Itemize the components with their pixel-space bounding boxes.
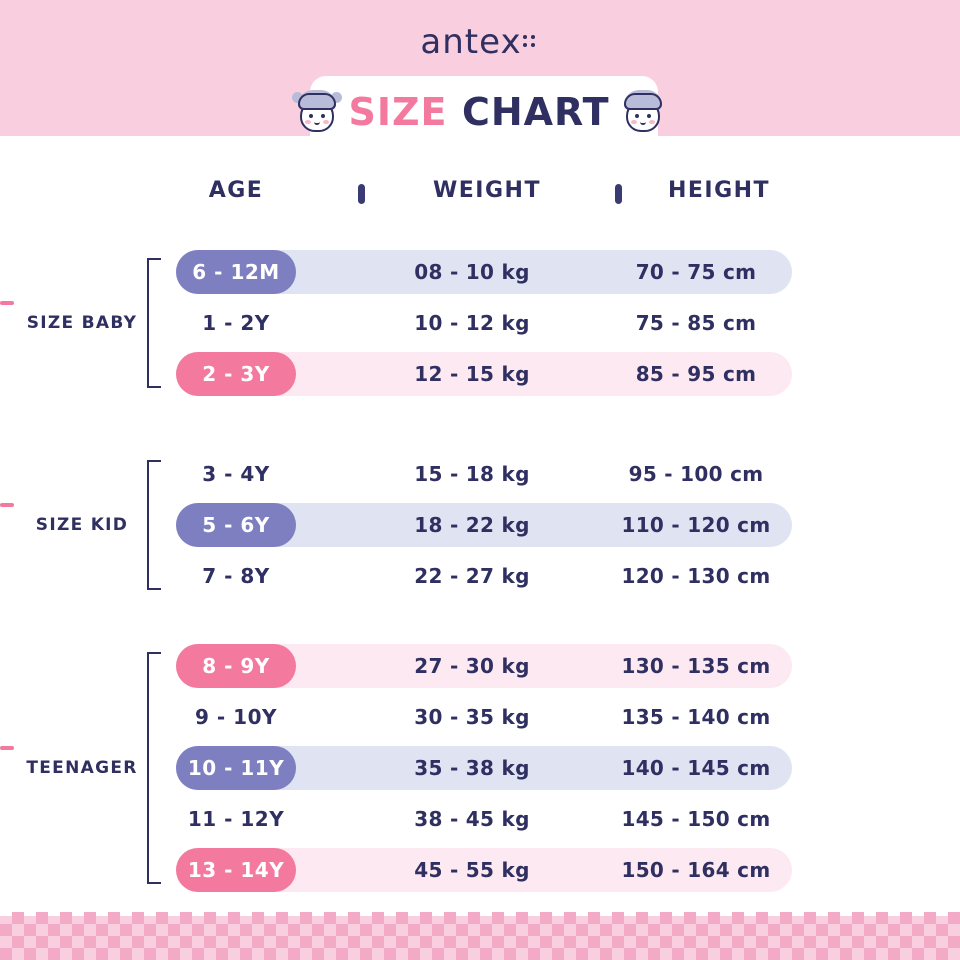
title-word-size: SIZE — [348, 90, 448, 134]
boy-face-icon — [620, 88, 666, 136]
table-row — [176, 848, 792, 892]
weight-value: 45 - 55 kg — [414, 858, 530, 882]
age-pill: 7 - 8Y — [202, 564, 270, 588]
table-row — [176, 644, 792, 688]
group-dash-icon — [0, 503, 14, 507]
table-row — [176, 452, 792, 496]
header-separator-icon — [615, 184, 622, 204]
group-dash-icon — [0, 301, 14, 305]
age-pill: 13 - 14Y — [176, 848, 296, 892]
age-pill: 11 - 12Y — [187, 807, 285, 831]
age-pill: 2 - 3Y — [176, 352, 296, 396]
size-group — [0, 644, 960, 892]
weight-value: 08 - 10 kg — [414, 260, 530, 284]
size-group — [0, 250, 960, 396]
height-value: 145 - 150 cm — [621, 807, 771, 831]
weight-value: 10 - 12 kg — [414, 311, 530, 335]
group-bracket — [147, 258, 161, 388]
page-title — [0, 88, 960, 136]
table-row — [176, 250, 792, 294]
weight-value: 38 - 45 kg — [414, 807, 530, 831]
age-pill: 6 - 12M — [176, 250, 296, 294]
age-pill: 3 - 4Y — [202, 462, 270, 486]
weight-value: 35 - 38 kg — [414, 756, 530, 780]
girl-face-icon — [294, 88, 340, 136]
column-header-height: HEIGHT — [667, 178, 771, 203]
size-group — [0, 452, 960, 598]
height-value: 130 - 135 cm — [621, 654, 771, 678]
group-label: SIZE BABY — [26, 313, 138, 333]
column-headers — [0, 178, 960, 212]
title-word-chart: CHART — [461, 90, 610, 134]
group-bracket — [147, 460, 161, 590]
table-row — [176, 503, 792, 547]
group-bracket — [147, 652, 161, 884]
age-pill: 8 - 9Y — [176, 644, 296, 688]
weight-value: 22 - 27 kg — [414, 564, 530, 588]
weight-value: 30 - 35 kg — [414, 705, 530, 729]
table-row — [176, 554, 792, 598]
diamond-pattern — [0, 912, 960, 960]
column-header-weight: WEIGHT — [433, 178, 541, 203]
height-value: 75 - 85 cm — [635, 311, 757, 335]
height-value: 85 - 95 cm — [635, 362, 757, 386]
height-value: 135 - 140 cm — [621, 705, 771, 729]
height-value: 150 - 164 cm — [621, 858, 771, 882]
header-separator-icon — [358, 184, 365, 204]
weight-value: 15 - 18 kg — [414, 462, 530, 486]
table-row — [176, 746, 792, 790]
group-dash-icon — [0, 746, 14, 750]
age-pill: 10 - 11Y — [176, 746, 296, 790]
age-pill: 9 - 10Y — [195, 705, 277, 729]
weight-value: 18 - 22 kg — [414, 513, 530, 537]
table-row — [176, 797, 792, 841]
age-pill: 5 - 6Y — [176, 503, 296, 547]
group-label: SIZE KID — [35, 515, 129, 535]
brand-logo — [0, 22, 960, 62]
height-value: 120 - 130 cm — [621, 564, 771, 588]
height-value: 110 - 120 cm — [621, 513, 771, 537]
table-row — [176, 695, 792, 739]
table-row — [176, 301, 792, 345]
four-dots-icon — [522, 33, 540, 51]
height-value: 140 - 145 cm — [621, 756, 771, 780]
height-value: 95 - 100 cm — [628, 462, 764, 486]
age-pill: 1 - 2Y — [202, 311, 270, 335]
weight-value: 12 - 15 kg — [414, 362, 530, 386]
table-row — [176, 352, 792, 396]
weight-value: 27 - 30 kg — [414, 654, 530, 678]
height-value: 70 - 75 cm — [635, 260, 757, 284]
group-label: TEENAGER — [26, 758, 138, 778]
footer-band — [0, 912, 960, 960]
column-header-age: AGE — [208, 178, 264, 203]
brand-name: antex — [420, 22, 522, 62]
